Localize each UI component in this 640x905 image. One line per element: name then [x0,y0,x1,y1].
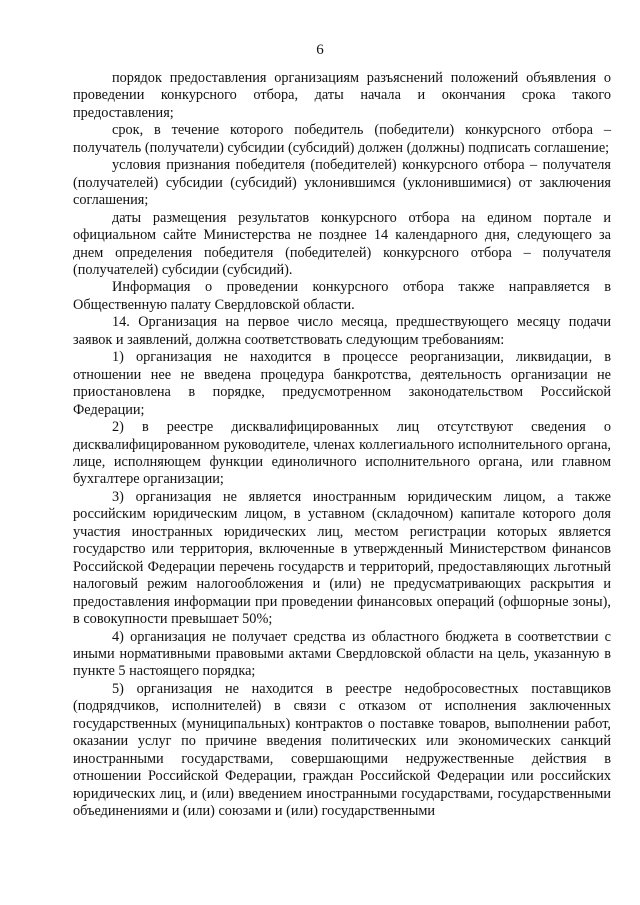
paragraph-evasion-conditions: условия признания победителя (победителей) конкурсного отбора – получателя (получателей) субсидии (субсидий) уклонившимся (уклонившимися) от заключения соглашения; [73,157,611,209]
paragraph-requirement-4: 4) организация не получает средства из областного бюджета в соответствии с иными нормативными правовыми актами Свердловской области на цель, указанную в пункте 5 настоящего порядка; [73,628,611,680]
paragraph-requirement-5: 5) организация не находится в реестре недобросовестных поставщиков (подрядчиков, исполнителей) в связи с отказом от исполнения заключенных государственных (муниципальных) контрактов о поставке товаров, выполнении работ, оказании услуг по причине введения политических или экономических санкций иностранными государствами, совершающими недружественные действия в отношении Российской Федерации, граждан Российской Федерации или российских юридических лиц, и (или) введением иностранными государствами, государственными объединениями и (или) союзами и (или) государственными [73,680,611,820]
paragraph-public-chamber: Информация о проведении конкурсного отбора также направляется в Общественную палату Свердловской области. [73,279,611,313]
paragraph-consultation-order: порядок предоставления организациям разъяснений положений объявления о проведении конкурсного отбора, даты начала и окончания срока такого предоставления; [73,70,611,121]
paragraph-requirement-3: 3) организация не является иностранным юридическим лицом, а также российским юридическим лицом, в уставном (складочном) капитале которого доля участия иностранных юридических лиц, местом регистрации которых является государство или территория, включенные в утвержденный Министерством финансов Российской Федерации перечень государств и территорий, предоставляющих льготный налоговый режим налогообложения и (или) не предусматривающих раскрытия и предоставления информации при проведении финансовых операций (офшорные зоны), в совокупности превышает 50%; [73,488,611,628]
paragraph-requirement-1: 1) организация не находится в процессе реорганизации, ликвидации, в отношении нее не введена процедура банкротства, деятельность организации не приостановлена в порядке, предусмотренном законодательством Российской Федерации; [73,349,611,418]
document-body [73,70,611,820]
paragraph-requirements-intro: 14. Организация на первое число месяца, предшествующего месяцу подачи заявок и заявлений, должна соответствовать следующим требованиям: [73,314,611,348]
paragraph-results-publication: даты размещения результатов конкурсного отбора на едином портале и официальном сайте Министерства не позднее 14 календарного дня, следующего за днем определения победителя (победителей) конкурсного отбора – получателя (получателей) субсидии (субсидий). [73,209,611,278]
paragraph-requirement-2: 2) в реестре дисквалифицированных лиц отсутствуют сведения о дисквалифицированном руководителе, членах коллегиального исполнительного органа, лице, исполняющем функции единоличного исполнительного органа, или главном бухгалтере организации; [73,419,611,488]
page-number: 6 [316,42,324,58]
paragraph-agreement-deadline: срок, в течение которого победитель (победители) конкурсного отбора – получатель (получатели) субсидии (субсидий) должен (должны) подписать соглашение; [73,122,611,156]
